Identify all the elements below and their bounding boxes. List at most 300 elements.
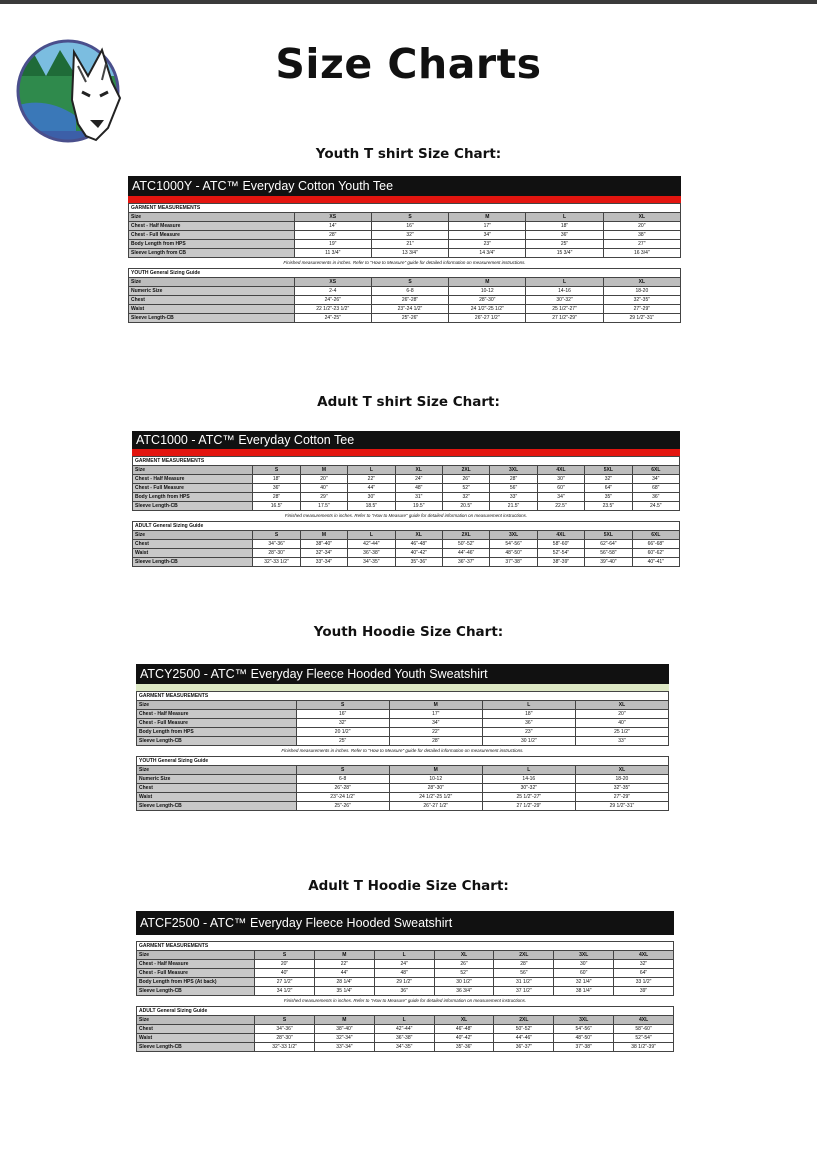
size-header-cell: S [296,766,389,775]
table-row [129,314,681,323]
table-cell: 10-12 [389,775,482,784]
size-header-cell: S [253,531,300,540]
table-row [133,466,680,475]
table-cell: 32" [614,960,674,969]
size-header-cell: S [371,278,448,287]
table-cell: 25"-26" [296,802,389,811]
table-cell: 38 1/4" [554,987,614,996]
row-label: Sleeve Length-CB [133,502,253,511]
table-row [137,987,674,996]
table-row [137,978,674,987]
table-cell: 19" [294,240,371,249]
size-header-cell: 6XL [632,531,679,540]
table-cell: 28" [494,960,554,969]
table-cell: 36 3/4" [434,987,494,996]
table-cell: 37 1/2" [494,987,554,996]
table-title: GARMENT MEASUREMENTS [133,457,680,466]
table-cell: 34" [537,493,584,502]
size-header-cell: XL [395,531,442,540]
table-cell: 20" [603,222,680,231]
size-header-cell: M [389,701,482,710]
table-cell: 14-16 [482,775,575,784]
table-cell: 48" [395,484,442,493]
table-cell: 24"-26" [294,296,371,305]
table-cell: 11 3/4" [294,249,371,258]
row-label: Sleeve Length-CB [137,737,297,746]
table-row [137,701,669,710]
table-row [129,249,681,258]
table-cell: 25 1/2"-27" [482,793,575,802]
table-cell: 48"-50" [490,549,537,558]
table-cell: 30" [348,493,395,502]
table-cell: 32" [585,475,632,484]
table-cell: 32 1/4" [554,978,614,987]
table-cell: 24 1/2"-25 1/2" [449,305,526,314]
row-label: Chest [137,1025,255,1034]
table-cell: 22" [389,728,482,737]
size-header-cell: XL [434,951,494,960]
size-header-cell: 6XL [632,466,679,475]
table-cell: 56" [490,484,537,493]
table-cell: 40"-42" [395,549,442,558]
table-cell: 24 1/2"-25 1/2" [389,793,482,802]
table-cell: 29" [300,493,347,502]
table-cell: 36"-37" [494,1043,554,1052]
table-row [137,1034,674,1043]
size-header-cell: 2XL [494,951,554,960]
table-cell: 26"-27 1/2" [449,314,526,323]
table-cell: 46"-48" [395,540,442,549]
table-cell: 30 1/2" [434,978,494,987]
table-cell: 30" [537,475,584,484]
row-label: Sleeve Length-CB [133,558,253,567]
size-header-cell: L [482,701,575,710]
table-cell: 48" [374,969,434,978]
table-cell: 30 1/2" [482,737,575,746]
table-cell: 34"-35" [348,558,395,567]
row-label: Body Length from HPS (At back) [137,978,255,987]
table-cell: 23.5" [585,502,632,511]
table-cell: 66"-68" [632,540,679,549]
size-header-cell: L [374,1016,434,1025]
table-cell: 38" [603,231,680,240]
table-cell: 34"-36" [253,540,300,549]
size-header-cell: L [526,278,603,287]
row-label: Numeric Size [129,287,295,296]
table-row [129,305,681,314]
table-cell: 34"-36" [255,1025,315,1034]
size-header-cell: 4XL [537,531,584,540]
table-cell: 46"-48" [434,1025,494,1034]
table-row [129,213,681,222]
table-cell: 28"-30" [389,784,482,793]
table-cell: 20" [575,710,668,719]
table-row [137,784,669,793]
table-cell: 38 1/2"-39" [614,1043,674,1052]
table-row [137,793,669,802]
table-row [129,240,681,249]
size-header-cell: XS [294,213,371,222]
table-row [133,549,680,558]
table-cell: 24" [374,960,434,969]
size-table [136,756,669,811]
table-cell: 26" [442,475,489,484]
table-cell: 18" [253,475,300,484]
size-header-cell: XL [603,213,680,222]
table-cell: 40" [255,969,315,978]
table-row [129,222,681,231]
youth-tshirt-heading: Youth T shirt Size Chart: [315,146,502,162]
table-cell: 56"-58" [585,549,632,558]
table-cell: 26" [434,960,494,969]
row-label: Chest [137,784,297,793]
table-cell: 27"-29" [575,793,668,802]
size-header-cell: Size [137,766,297,775]
table-cell: 50"-52" [494,1025,554,1034]
measurement-note: Finished measurements in inches. Refer to "How to Measure" guide for detailed information on measurement instructions. [283,260,526,265]
table-cell: 50"-52" [442,540,489,549]
table-cell: 25"-26" [371,314,448,323]
row-label: Waist [137,793,297,802]
table-cell: 26"-28" [371,296,448,305]
table-cell: 27 1/2"-29" [526,314,603,323]
size-header-cell: L [482,766,575,775]
table-row [137,737,669,746]
table-cell: 6-8 [296,775,389,784]
table-cell: 29 1/2" [374,978,434,987]
table-cell: 38"-40" [314,1025,374,1034]
table-cell: 64" [614,969,674,978]
table-cell: 25 1/2" [575,728,668,737]
chart-banner: ATC1000 - ATC™ Everyday Cotton Tee [132,431,680,449]
measurement-note: Finished measurements in inches. Refer to "How to Measure" guide for detailed information on measurement instructions. [283,998,527,1003]
table-cell: 38"-40" [300,540,347,549]
row-label: Body Length from HPS [129,240,295,249]
row-label: Chest - Full Measure [133,484,253,493]
table-row [133,484,680,493]
table-cell: 40"-42" [434,1034,494,1043]
size-header-cell: L [348,531,395,540]
adult-hoodie-chart [136,911,674,1052]
table-cell: 20 1/2" [296,728,389,737]
size-table [132,456,680,511]
size-header-cell: 3XL [490,466,537,475]
table-title: ADULT General Sizing Guide [133,522,680,531]
row-label: Chest - Half Measure [137,710,297,719]
table-row [137,1016,674,1025]
table-row [137,802,669,811]
top-border [0,0,817,4]
row-label: Chest - Full Measure [137,719,297,728]
size-header-cell: 5XL [585,531,632,540]
table-cell: 18.5" [348,502,395,511]
table-cell: 35"-36" [395,558,442,567]
table-cell: 58"-60" [537,540,584,549]
table-row [133,558,680,567]
table-cell: 48"-50" [554,1034,614,1043]
table-cell: 15 3/4" [526,249,603,258]
table-cell: 28"-30" [253,549,300,558]
size-header-cell: M [314,951,374,960]
table-cell: 30" [554,960,614,969]
table-cell: 36" [482,719,575,728]
table-cell: 30"-32" [526,296,603,305]
table-row [133,502,680,511]
table-row [137,728,669,737]
table-cell: 34"-35" [374,1043,434,1052]
table-cell: 44"-46" [494,1034,554,1043]
size-header-cell: L [374,951,434,960]
table-cell: 18-20 [575,775,668,784]
table-cell: 32"-35" [575,784,668,793]
table-row [137,969,674,978]
size-header-cell: 4XL [614,1016,674,1025]
table-cell: 23"-24 1/2" [296,793,389,802]
table-cell: 52"-54" [614,1034,674,1043]
table-cell: 37"-38" [490,558,537,567]
row-label: Sleeve Length-CB [129,314,295,323]
table-cell: 36"-38" [348,549,395,558]
table-cell: 14" [294,222,371,231]
table-cell: 37"-38" [554,1043,614,1052]
table-cell: 27"-29" [603,305,680,314]
table-cell: 52"-54" [537,549,584,558]
table-row [129,231,681,240]
table-cell: 40" [300,484,347,493]
table-cell: 14-16 [526,287,603,296]
table-cell: 21.5" [490,502,537,511]
table-cell: 44"-46" [442,549,489,558]
table-cell: 36" [374,987,434,996]
table-title: YOUTH General Sizing Guide [137,757,669,766]
size-header-cell: XL [434,1016,494,1025]
table-cell: 40" [575,719,668,728]
table-cell: 23" [449,240,526,249]
table-cell: 36" [632,493,679,502]
table-cell: 36"-37" [442,558,489,567]
row-label: Body Length from HPS [137,728,297,737]
table-cell: 42"-44" [348,540,395,549]
table-title: GARMENT MEASUREMENTS [137,942,674,951]
table-cell: 33" [575,737,668,746]
adult-tshirt-heading: Adult T shirt Size Chart: [317,394,500,410]
table-cell: 32" [296,719,389,728]
table-cell: 17" [449,222,526,231]
chart-banner: ATCY2500 - ATC™ Everyday Fleece Hooded Youth Sweatshirt [136,664,669,684]
size-header-cell: S [253,466,300,475]
table-row [133,540,680,549]
table-cell: 38"-39" [537,558,584,567]
table-cell: 16.5" [253,502,300,511]
table-cell: 35"-36" [434,1043,494,1052]
table-cell: 28" [389,737,482,746]
table-cell: 34" [389,719,482,728]
table-cell: 28" [253,493,300,502]
table-cell: 36" [526,231,603,240]
table-cell: 27 1/2"-29" [482,802,575,811]
table-cell: 23"-24 1/2" [371,305,448,314]
size-header-cell: 3XL [554,951,614,960]
size-header-cell: S [255,1016,315,1025]
size-header-cell: 3XL [490,531,537,540]
table-cell: 27" [603,240,680,249]
table-cell: 39" [614,987,674,996]
table-cell: 13 3/4" [371,249,448,258]
size-table [136,691,669,746]
table-cell: 28"-30" [255,1034,315,1043]
table-cell: 14 3/4" [449,249,526,258]
row-label: Chest [133,540,253,549]
size-header-cell: XL [603,278,680,287]
table-cell: 32" [442,493,489,502]
table-title: YOUTH General Sizing Guide [129,269,681,278]
table-cell: 30"-32" [482,784,575,793]
table-cell: 23" [482,728,575,737]
size-header-cell: M [449,278,526,287]
table-cell: 34" [449,231,526,240]
table-cell: 62"-64" [585,540,632,549]
table-row [137,710,669,719]
size-header-cell: 5XL [585,466,632,475]
youth-tshirt-chart [128,176,681,323]
youth-hoodie-heading: Youth Hoodie Size Chart: [313,624,504,640]
table-row [133,531,680,540]
table-cell: 60" [554,969,614,978]
measurement-note: Finished measurements in inches. Refer to "How to Measure" guide for detailed information on measurement instructions. [284,513,528,518]
youth-hoodie-chart [136,664,669,811]
size-header-cell: Size [137,701,297,710]
table-cell: 20" [300,475,347,484]
table-cell: 29 1/2"-31" [575,802,668,811]
table-row [137,951,674,960]
table-cell: 33"-34" [314,1043,374,1052]
table-cell: 25" [296,737,389,746]
table-cell: 24.5" [632,502,679,511]
size-header-cell: Size [133,531,253,540]
table-row [129,278,681,287]
table-cell: 24"-25" [294,314,371,323]
table-cell: 28" [490,475,537,484]
size-header-cell: XS [294,278,371,287]
size-header-cell: 2XL [442,531,489,540]
size-header-cell: XL [575,701,668,710]
row-label: Sleeve Length-CB [137,1043,255,1052]
row-label: Waist [133,549,253,558]
size-table [136,941,674,996]
size-table [128,203,681,258]
table-cell: 6-8 [371,287,448,296]
row-label: Chest - Half Measure [129,222,295,231]
row-label: Chest - Half Measure [133,475,253,484]
table-cell: 26"-28" [296,784,389,793]
row-label: Waist [137,1034,255,1043]
table-cell: 52" [434,969,494,978]
accent-stripe [132,449,680,456]
size-header-cell: 4XL [537,466,584,475]
table-cell: 36" [253,484,300,493]
table-cell: 2-4 [294,287,371,296]
table-cell: 64" [585,484,632,493]
table-cell: 32"-33 1/2" [255,1043,315,1052]
size-header-cell: Size [133,466,253,475]
row-label: Chest [129,296,295,305]
table-cell: 35 1/4" [314,987,374,996]
table-cell: 28" [294,231,371,240]
table-cell: 24" [395,475,442,484]
table-cell: 31 1/2" [494,978,554,987]
table-cell: 17.5" [300,502,347,511]
size-header-cell: L [348,466,395,475]
row-label: Sleeve Length-CB [137,987,255,996]
table-title: ADULT General Sizing Guide [137,1007,674,1016]
size-header-cell: L [526,213,603,222]
table-cell: 34 1/2" [255,987,315,996]
size-header-cell: 2XL [442,466,489,475]
table-cell: 16" [296,710,389,719]
accent-stripe [136,684,669,691]
table-cell: 20" [255,960,315,969]
table-cell: 42"-44" [374,1025,434,1034]
table-cell: 33 1/2" [614,978,674,987]
table-cell: 60" [537,484,584,493]
table-cell: 18" [482,710,575,719]
table-cell: 31" [395,493,442,502]
table-row [133,475,680,484]
table-cell: 60"-62" [632,549,679,558]
table-cell: 32"-34" [300,549,347,558]
table-cell: 33"-34" [300,558,347,567]
table-cell: 32"-35" [603,296,680,305]
table-cell: 22.5" [537,502,584,511]
table-cell: 44" [314,969,374,978]
size-header-cell: 4XL [614,951,674,960]
table-cell: 18-20 [603,287,680,296]
table-cell: 22" [348,475,395,484]
size-header-cell: S [371,213,448,222]
table-cell: 68" [632,484,679,493]
table-row [129,296,681,305]
size-table [136,1006,674,1052]
table-cell: 25 1/2"-27" [526,305,603,314]
table-row [133,493,680,502]
table-row [137,1043,674,1052]
table-cell: 25" [526,240,603,249]
size-header-cell: S [255,951,315,960]
table-cell: 32"-33 1/2" [253,558,300,567]
size-table [132,521,680,567]
table-cell: 18" [526,222,603,231]
table-cell: 52" [442,484,489,493]
table-row [137,775,669,784]
table-cell: 29 1/2"-31" [603,314,680,323]
table-cell: 19.5" [395,502,442,511]
row-label: Chest - Full Measure [137,969,255,978]
size-header-cell: 2XL [494,1016,554,1025]
table-cell: 56" [494,969,554,978]
table-cell: 28 1/4" [314,978,374,987]
table-cell: 35" [585,493,632,502]
size-header-cell: M [389,766,482,775]
size-table [128,268,681,323]
table-cell: 54"-56" [554,1025,614,1034]
table-title: GARMENT MEASUREMENTS [129,204,681,213]
table-cell: 36"-38" [374,1034,434,1043]
size-header-cell: M [300,531,347,540]
size-header-cell: XL [395,466,442,475]
row-label: Waist [129,305,295,314]
size-header-cell: M [300,466,347,475]
size-header-cell: Size [137,1016,255,1025]
